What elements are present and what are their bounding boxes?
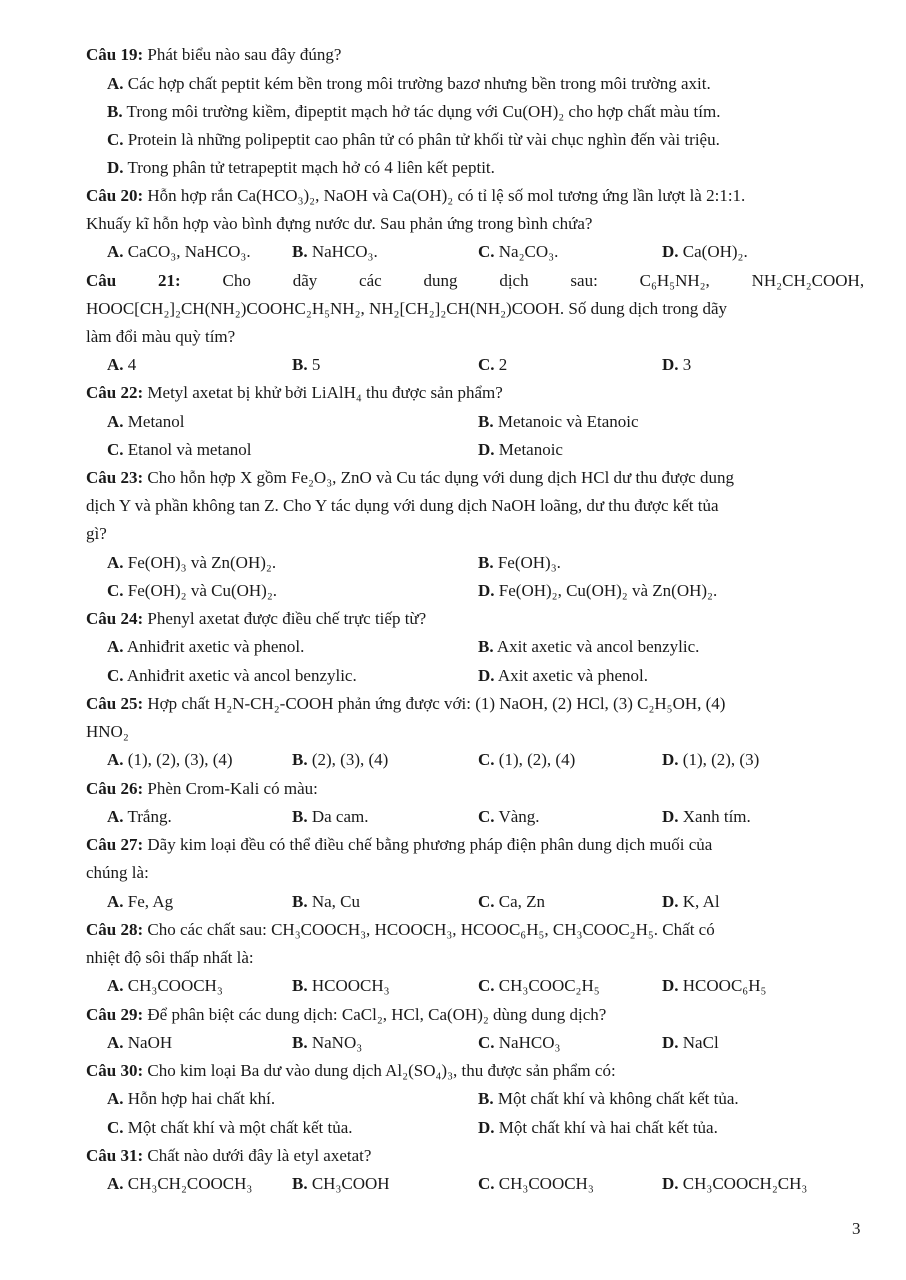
question-26 [86, 778, 864, 800]
question-label: Câu 30: [86, 1061, 144, 1080]
q30-option-c: C. Một chất khí và một chất kết tủa. [107, 1118, 353, 1137]
question-20-cont: Khuấy kĩ hỗn hợp vào bình đựng nước dư. Sau phản ứng trong bình chứa? [86, 214, 593, 233]
question-21: Câu 21: Cho dãy các dung dịch sau: C₆H₅NH₂, NH₂CH₂COOH, [86, 271, 865, 290]
question-text: Dãy kim loại đều có thể điều chế bằng phương pháp điện phân dung dịch muối của [143, 835, 713, 854]
q22-option-a: A. Metanol [107, 412, 185, 431]
question-23-cont: dịch Y và phần không tan Z. Cho Y tác dụng với dung dịch NaOH loãng, dư thu được kết tủa [86, 496, 719, 515]
question-29 [86, 1004, 864, 1026]
q29-option-d: D. NaCl [662, 1033, 719, 1052]
question-27 [86, 834, 864, 856]
question-25 [86, 693, 864, 715]
q27-option-d: D. K, Al [662, 892, 720, 911]
q25-option-a: A. (1), (2), (3), (4) [107, 750, 233, 769]
q27-option-b: B. Na, Cu [292, 892, 361, 911]
q21-option-c: C. 2 [478, 355, 508, 374]
question-25-cont: HNO₂ [86, 722, 129, 741]
q22-option-c: C. Etanol và metanol [107, 440, 252, 459]
question-30 [86, 1060, 864, 1082]
q29-option-b: B. NaNO₃ [292, 1033, 363, 1052]
question-24 [86, 608, 864, 630]
question-23-cont2: gì? [86, 524, 107, 543]
question-text: Phenyl axetat được điều chế trực tiếp từ? [143, 609, 427, 628]
q21-option-a: A. 4 [107, 355, 137, 374]
question-label: Câu 31: [86, 1146, 144, 1165]
q28-option-b: B. HCOOCH₃ [292, 976, 390, 995]
q26-option-a: A. Trắng. [107, 807, 172, 826]
q20-option-b: B. NaHCO₃. [292, 242, 378, 261]
question-label: Câu 29: [86, 1005, 144, 1024]
question-text: Hợp chất H₂N-CH₂-COOH phản ứng được với: (1) NaOH, (2) HCl, (3) C₂H₅OH, (4) [143, 694, 726, 713]
q31-option-a: A. CH₃CH₂COOCH₃ [107, 1174, 253, 1193]
q24-option-b: B. Axit axetic và ancol benzylic. [478, 637, 700, 656]
question-label: Câu 22: [86, 383, 144, 402]
question-22 [86, 382, 864, 404]
question-21-cont2: làm đổi màu quỳ tím? [86, 327, 236, 346]
q26-option-b: B. Da cam. [292, 807, 369, 826]
question-19 [86, 44, 864, 66]
q22-option-d: D. Metanoic [478, 440, 563, 459]
q24-option-a: A. Anhiđrit axetic và phenol. [107, 637, 305, 656]
question-text: Phát biểu nào sau đây đúng? [143, 45, 342, 64]
q25-option-c: C. (1), (2), (4) [478, 750, 576, 769]
q21-option-d: D. 3 [662, 355, 692, 374]
q23-option-c: C. Fe(OH)₂ và Cu(OH)₂. [107, 581, 278, 600]
question-text: Hỗn hợp rắn Ca(HCO₃)₂, NaOH và Ca(OH)₂ có tỉ lệ số mol tương ứng lần lượt là 2:1:1. [143, 186, 746, 205]
question-label: Câu 28: [86, 920, 144, 939]
question-label: Câu 26: [86, 779, 144, 798]
q20-option-a: A. CaCO₃, NaHCO₃. [107, 242, 251, 261]
question-text: Metyl axetat bị khử bởi LiAlH₄ thu được sản phẩm? [143, 383, 503, 402]
q19-option-d: D. Trong phân tử tetrapeptit mạch hở có 4 liên kết peptit. [107, 158, 495, 177]
q25-option-d: D. (1), (2), (3) [662, 750, 760, 769]
q29-option-c: C. NaHCO₃ [478, 1033, 561, 1052]
q27-option-c: C. Ca, Zn [478, 892, 546, 911]
q23-option-b: B. Fe(OH)₃. [478, 553, 561, 572]
q24-option-d: D. Axit axetic và phenol. [478, 666, 648, 685]
question-label: Câu 23: [86, 468, 144, 487]
q28-option-c: C. CH₃COOC₂H₅ [478, 976, 600, 995]
q28-option-a: A. CH₃COOCH₃ [107, 976, 223, 995]
question-label: Câu 20: [86, 186, 144, 205]
q31-option-b: B. CH₃COOH [292, 1174, 390, 1193]
question-text: Cho các chất sau: CH₃COOCH₃, HCOOCH₃, HCOOC₆H₅, CH₃COOC₂H₅. Chất có [143, 920, 715, 939]
question-text: Phèn Crom-Kali có màu: [143, 779, 318, 798]
question-label: Câu 25: [86, 694, 144, 713]
question-28-cont: nhiệt độ sôi thấp nhất là: [86, 948, 254, 967]
q27-option-a: A. Fe, Ag [107, 892, 174, 911]
question-text: Cho kim loại Ba dư vào dung dịch Al₂(SO₄)₃, thu được sản phẩm có: [143, 1061, 616, 1080]
q28-option-d: D. HCOOC₆H₅ [662, 976, 767, 995]
q30-option-d: D. Một chất khí và hai chất kết tủa. [478, 1118, 718, 1137]
q26-option-d: D. Xanh tím. [662, 807, 751, 826]
q31-option-d: D. CH₃COOCH₂CH₃ [662, 1174, 808, 1193]
q30-option-b: B. Một chất khí và không chất kết tủa. [478, 1089, 739, 1108]
page-number: 3 [852, 1219, 861, 1238]
q21-option-b: B. 5 [292, 355, 321, 374]
q23-option-a: A. Fe(OH)₃ và Zn(OH)₂. [107, 553, 277, 572]
q23-option-d: D. Fe(OH)₂, Cu(OH)₂ và Zn(OH)₂. [478, 581, 718, 600]
question-label: Câu 27: [86, 835, 144, 854]
question-27-cont: chúng là: [86, 863, 149, 882]
q22-option-b: B. Metanoic và Etanoic [478, 412, 639, 431]
question-23 [86, 467, 864, 489]
q20-option-d: D. Ca(OH)₂. [662, 242, 748, 261]
question-28 [86, 919, 864, 941]
question-text: Để phân biệt các dung dịch: CaCl₂, HCl, Ca(OH)₂ dùng dung dịch? [143, 1005, 607, 1024]
q19-option-c: C. Protein là những polipeptit cao phân tử có phân tử khối từ vài chục nghìn đến vài triệu. [107, 130, 720, 149]
q20-option-c: C. Na₂CO₃. [478, 242, 559, 261]
q25-option-b: B. (2), (3), (4) [292, 750, 389, 769]
question-label: Câu 19: [86, 45, 144, 64]
question-label: Câu 24: [86, 609, 144, 628]
q19-option-b: B. Trong môi trường kiềm, đipeptit mạch hở tác dụng với Cu(OH)₂ cho hợp chất màu tím. [107, 102, 721, 121]
q24-option-c: C. Anhiđrit axetic và ancol benzylic. [107, 666, 357, 685]
question-20 [86, 185, 864, 207]
question-21-cont: HOOC[CH₂]₂CH(NH₂)COOHC₂H₅NH₂, NH₂[CH₂]₂CH(NH₂)COOH. Số dung dịch trong dãy [86, 299, 728, 318]
question-text: Chất nào dưới đây là etyl axetat? [143, 1146, 372, 1165]
q19-option-a: A. Các hợp chất peptit kém bền trong môi trường bazơ nhưng bền trong môi trường axit. [107, 74, 711, 93]
q30-option-a: A. Hỗn hợp hai chất khí. [107, 1089, 276, 1108]
question-text: Cho hỗn hợp X gồm Fe₂O₃, ZnO và Cu tác dụng với dung dịch HCl dư thu được dung [143, 468, 734, 487]
question-31 [86, 1145, 864, 1167]
q31-option-c: C. CH₃COOCH₃ [478, 1174, 594, 1193]
q26-option-c: C. Vàng. [478, 807, 540, 826]
q29-option-a: A. NaOH [107, 1033, 173, 1052]
